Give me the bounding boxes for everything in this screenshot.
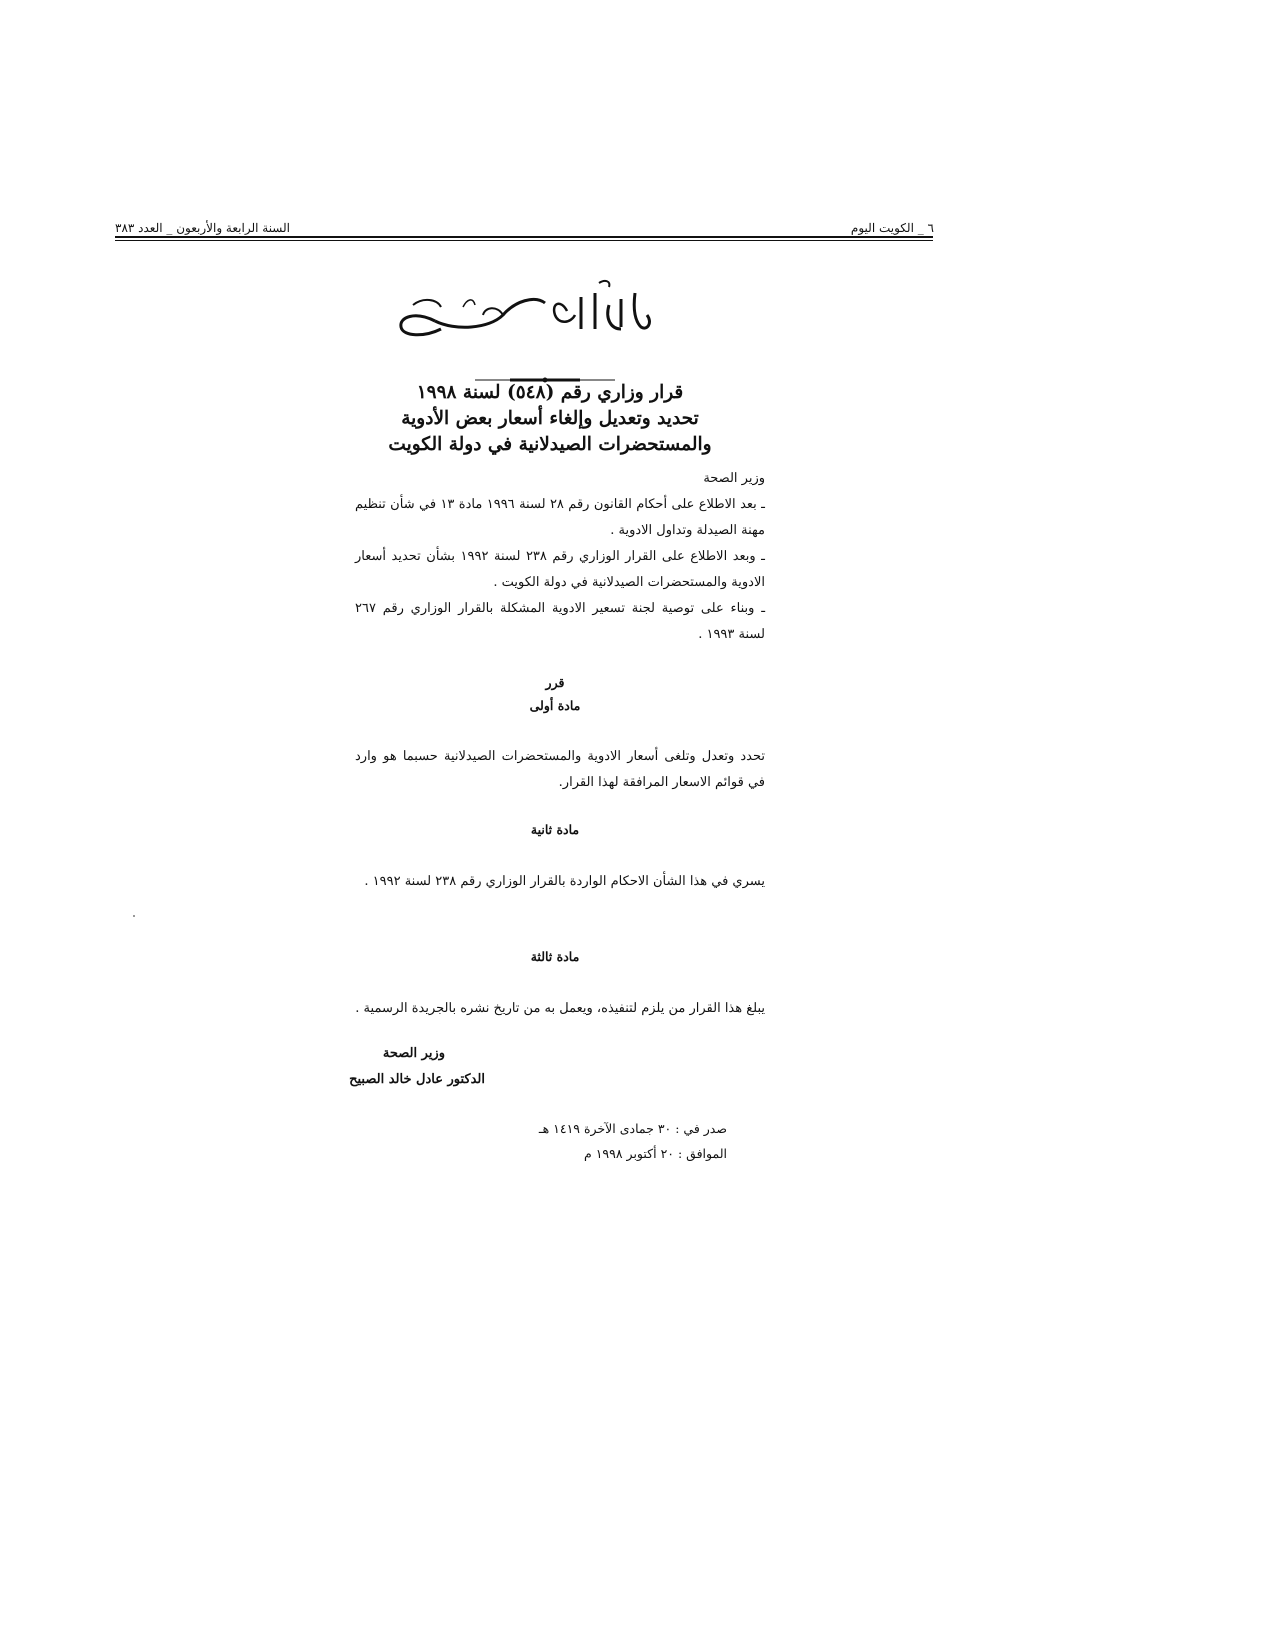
article-3-text: يبلغ هذا القرار من يلزم لتنفيذه، ويعمل به من تاريخ نشره بالجريدة الرسمية . xyxy=(355,1001,765,1016)
decree-title-line-1: قرار وزاري رقم (٥٤٨) لسنة ١٩٩٨ xyxy=(416,382,684,403)
title-ornament xyxy=(475,369,615,377)
decided-heading: قرر xyxy=(545,675,565,690)
preamble-paragraph-3: ـ وبناء على توصية لجنة تسعير الادوية المشكلة بالقرار الوزاري رقم ٢٦٧ لسنة ١٩٩٣ . xyxy=(355,601,765,642)
article-3-heading: مادة ثالثة xyxy=(530,949,580,964)
scan-speck xyxy=(133,915,135,917)
article-2-heading: مادة ثانية xyxy=(530,822,580,837)
header-issue: السنة الرابعة والأربعون _ العدد ٣٨٣ xyxy=(115,221,291,235)
article-2-text: يسري في هذا الشأن الاحكام الواردة بالقرار الوزاري رقم ٢٣٨ لسنة ١٩٩٢ . xyxy=(364,874,765,889)
article-1-heading: مادة أولى xyxy=(529,698,581,713)
preamble-paragraph-2: ـ وبعد الاطلاع على القرار الوزاري رقم ٢٣٨ لسنة ١٩٩٢ بشأن تحديد أسعار الادوية والمستحضرات الصيدلانية في دولة الكويت . xyxy=(355,549,765,590)
decree-title-line-3: والمستحضرات الصيدلانية في دولة الكويت xyxy=(388,434,712,455)
corresponding-date: الموافق : ٢٠ أكتوبر ١٩٩٨ م xyxy=(584,1146,727,1161)
article-1-text: تحدد وتعدل وتلغى أسعار الادوية والمستحضرات الصيدلانية حسبما هو وارد في قوائم الاسعار المرافقة لهذا القرار. xyxy=(355,749,765,790)
preamble xyxy=(355,466,765,648)
preamble-paragraph-1: ـ بعد الاطلاع على أحكام القانون رقم ٢٨ لسنة ١٩٩٦ مادة ١٣ في شأن تنظيم مهنة الصيدلة وتداول الادوية . xyxy=(355,497,765,538)
signature-name: الدكتور عادل خالد الصبيح xyxy=(349,1072,485,1087)
ministry-logo-graphic xyxy=(385,275,685,345)
header-publication: ٦ _ الكويت اليوم xyxy=(850,221,934,235)
preamble-minister: وزير الصحة xyxy=(703,471,765,486)
decree-title xyxy=(340,380,760,458)
header-rule xyxy=(115,236,933,238)
signature-title: وزير الصحة xyxy=(382,1046,445,1061)
ministry-logo xyxy=(385,275,685,345)
issued-date: صدر في : ٣٠ جمادى الآخرة ١٤١٩ هـ xyxy=(538,1121,727,1136)
decree-title-line-2: تحديد وتعديل وإلغاء أسعار بعض الأدوية xyxy=(401,408,699,429)
header-rule-thin xyxy=(115,240,933,241)
